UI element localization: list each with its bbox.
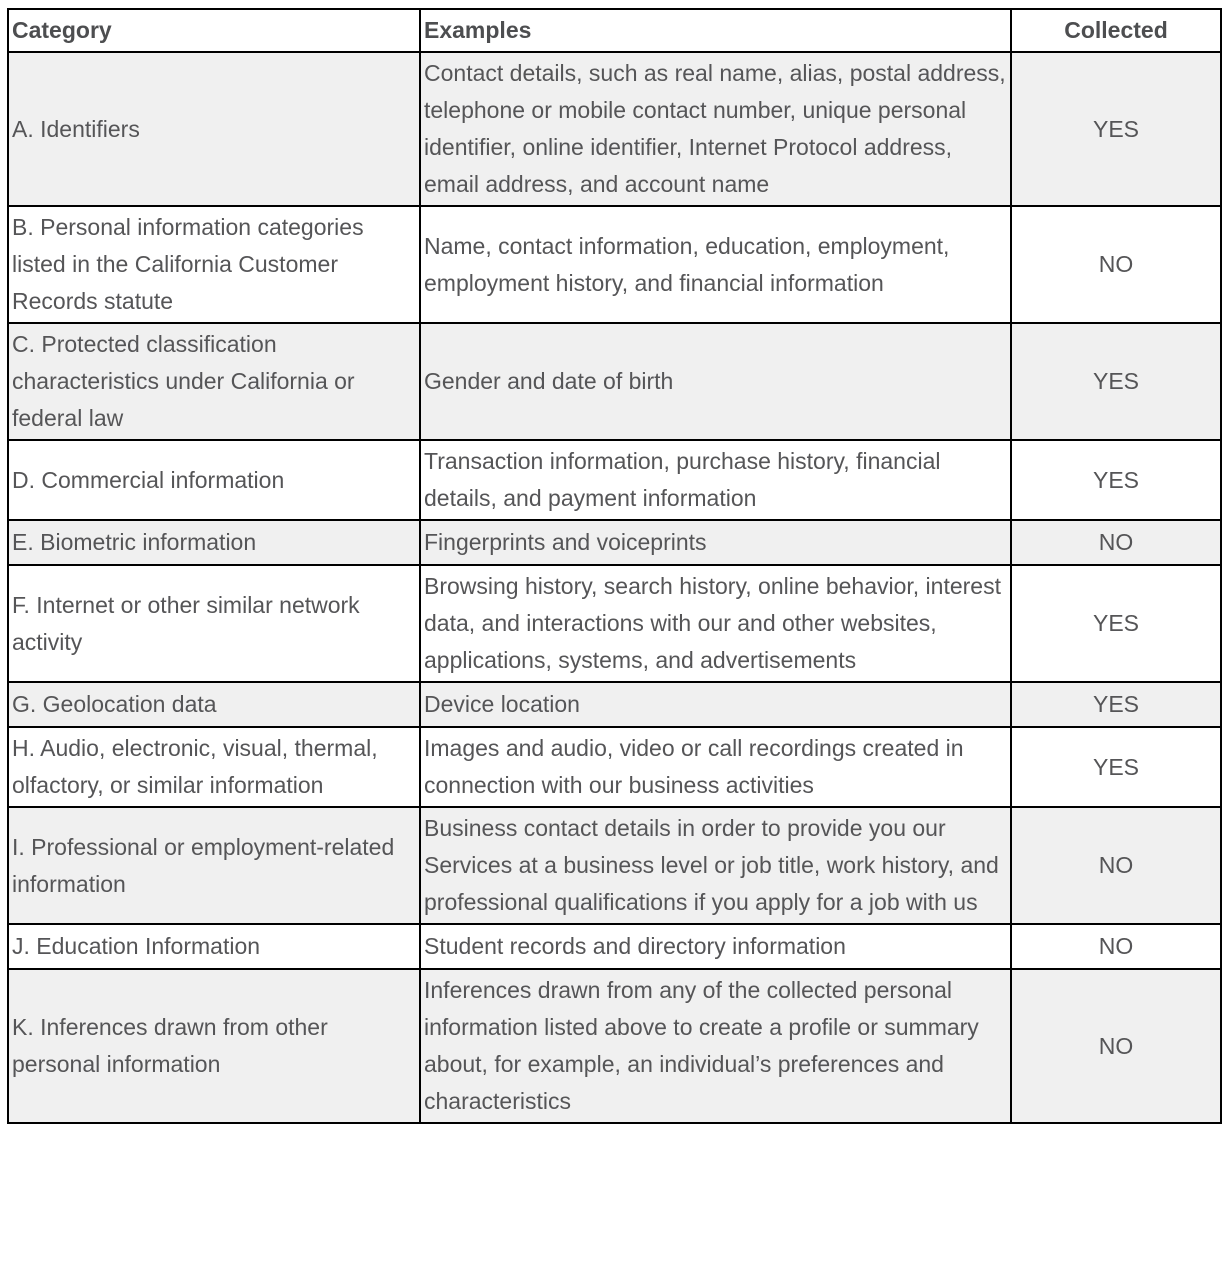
examples-cell: Fingerprints and voiceprints [420, 520, 1011, 565]
category-cell: E. Biometric information [8, 520, 420, 565]
table-row-commercial-information [8, 440, 1221, 520]
category-cell: A. Identifiers [8, 52, 420, 206]
category-cell: C. Protected classification characteristics under California or federal law [8, 323, 420, 440]
category-cell: B. Personal information categories listed in the California Customer Records statute [8, 206, 420, 323]
table-row-professional-information [8, 807, 1221, 924]
collected-cell: NO [1011, 520, 1221, 565]
examples-cell: Student records and directory information [420, 924, 1011, 969]
collected-cell: NO [1011, 969, 1221, 1123]
category-cell: I. Professional or employment-related information [8, 807, 420, 924]
category-cell: J. Education Information [8, 924, 420, 969]
examples-cell: Gender and date of birth [420, 323, 1011, 440]
category-cell: K. Inferences drawn from other personal information [8, 969, 420, 1123]
collected-cell: NO [1011, 807, 1221, 924]
category-cell: F. Internet or other similar network activity [8, 565, 420, 682]
table-row-personal-info-categories [8, 206, 1221, 323]
category-column-header: Category [8, 9, 420, 52]
table-row-geolocation-data [8, 682, 1221, 727]
examples-cell: Inferences drawn from any of the collected personal information listed above to create a profile or summary about, for example, an individual’s preferences and characteristics [420, 969, 1011, 1123]
table-row-biometric-information [8, 520, 1221, 565]
table-row-protected-classification [8, 323, 1221, 440]
examples-cell: Device location [420, 682, 1011, 727]
collected-cell: NO [1011, 206, 1221, 323]
examples-cell: Name, contact information, education, employment, employment history, and financial information [420, 206, 1011, 323]
category-cell: H. Audio, electronic, visual, thermal, olfactory, or similar information [8, 727, 420, 807]
collected-column-header: Collected [1011, 9, 1221, 52]
collected-cell: YES [1011, 52, 1221, 206]
examples-cell: Transaction information, purchase history, financial details, and payment information [420, 440, 1011, 520]
table-row-audio-visual-information [8, 727, 1221, 807]
collected-cell: YES [1011, 440, 1221, 520]
examples-column-header: Examples [420, 9, 1011, 52]
table-row-education-information [8, 924, 1221, 969]
collected-cell: NO [1011, 924, 1221, 969]
collected-cell: YES [1011, 727, 1221, 807]
examples-cell: Browsing history, search history, online behavior, interest data, and interactions with our and other websites, applications, systems, and advertisements [420, 565, 1011, 682]
category-cell: D. Commercial information [8, 440, 420, 520]
examples-cell: Images and audio, video or call recordings created in connection with our business activities [420, 727, 1011, 807]
table-row-inferences [8, 969, 1221, 1123]
collected-cell: YES [1011, 565, 1221, 682]
personal-information-categories-table [7, 8, 1222, 1124]
examples-cell: Contact details, such as real name, alias, postal address, telephone or mobile contact number, unique personal identifier, online identifier, Internet Protocol address, email address, and account name [420, 52, 1011, 206]
table-row-internet-activity [8, 565, 1221, 682]
category-cell: G. Geolocation data [8, 682, 420, 727]
collected-cell: YES [1011, 323, 1221, 440]
collected-cell: YES [1011, 682, 1221, 727]
header-row [8, 9, 1221, 52]
table-row-identifiers [8, 52, 1221, 206]
examples-cell: Business contact details in order to provide you our Services at a business level or job title, work history, and professional qualifications if you apply for a job with us [420, 807, 1011, 924]
